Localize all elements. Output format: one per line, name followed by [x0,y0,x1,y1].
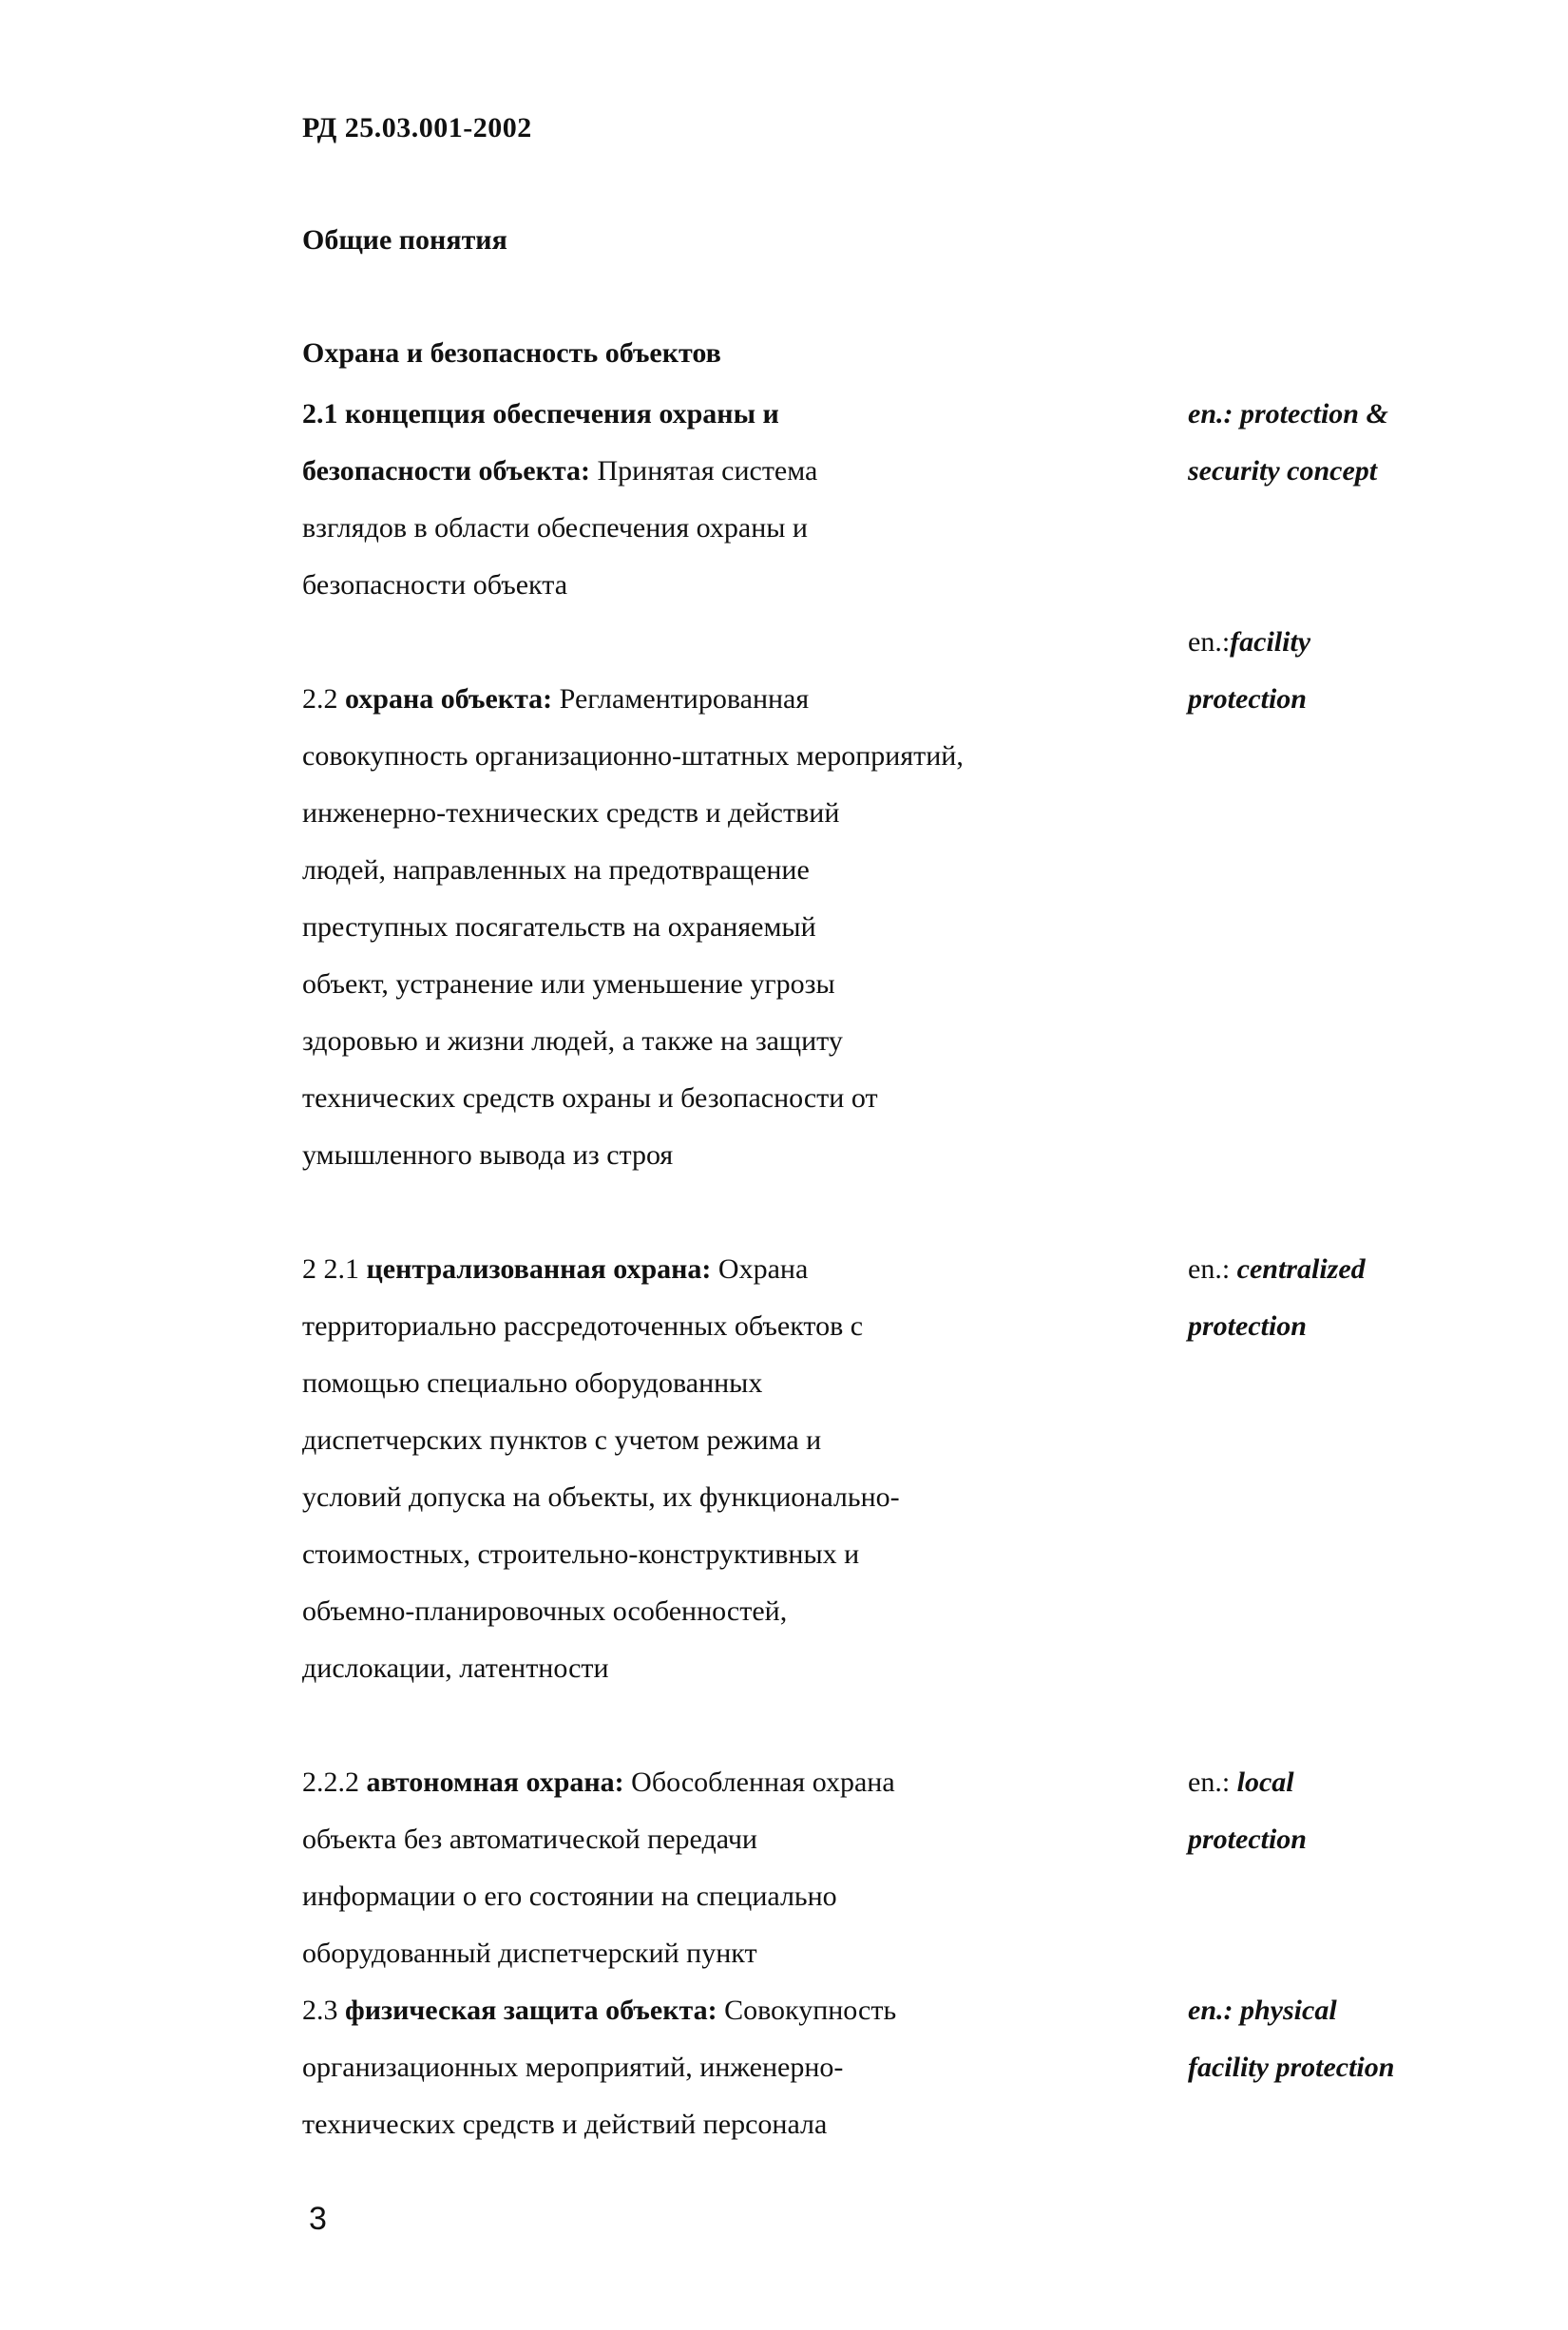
term-line: 2.2 охрана объекта: Регламентированная [302,683,810,715]
term-line: совокупность организационно-штатных мероприятий, [302,740,964,772]
en-translation-2-3: en.: physical facility protection [1188,1995,1395,2083]
term-line: инженерно-технических средств и действий [302,797,840,829]
term-line: преступных посягательств на охраняемый [302,911,816,943]
term-line: людей, направленных на предотвращение [302,854,810,886]
term-line: стоимостных, строительно-конструктивных и [302,1538,860,1570]
term-number: 2.2.2 [302,1767,359,1798]
term-name: физическая защита объекта: [345,1995,717,2026]
term-line: умышленного вывода из строя [302,1139,674,1171]
en-translation-2-2: en.:facility protection [1188,626,1311,715]
term-line: территориально рассредоточенных объектов с [302,1310,864,1342]
term-line: 2 2.1 централизованная охрана: Охрана [302,1253,809,1285]
term-name: безопасности объекта: [302,455,590,487]
term-line: дислокации, латентности [302,1652,609,1684]
term-2-1 [302,386,1081,614]
term-line: безопасности объекта [302,569,568,601]
term-name: централизованная охрана: [366,1253,712,1285]
term-2-2-1 [302,1241,1081,1697]
term-name: автономная охрана: [366,1767,624,1798]
term-line: безопасности объекта: Принятая система [302,455,818,487]
term-line: объект, устранение или уменьшение угрозы [302,968,835,1000]
term-number: 2.1 [302,398,338,430]
document-code: РД 25.03.001-2002 [302,112,532,143]
term-name: охрана объекта: [345,683,553,715]
term-line: технических средств и действий персонала [302,2109,828,2140]
term-line: условий допуска на объекты, их функционально- [302,1481,900,1513]
term-2-2 [302,671,1081,1184]
term-line: информации о его состоянии на специально [302,1881,837,1912]
term-2-2-2 [302,1754,1081,1982]
term-name: концепция обеспечения охраны и [345,398,779,430]
en-translation-2-2-1: en.: centralized protection [1188,1253,1366,1342]
term-line: диспетчерских пунктов с учетом режима и [302,1424,822,1456]
term-2-3 [302,1982,1081,2153]
page-number: 3 [309,2201,327,2237]
en-translation-2-2-2: en.: local protection [1188,1767,1307,1855]
term-line [302,386,1081,443]
section-title-general: Общие понятия [302,224,507,256]
en-translation-2-1: en.: protection & security concept [1188,398,1388,487]
term-line: помощью специально оборудованных [302,1367,763,1399]
term-line: здоровью и жизни людей, а также на защиту [302,1025,843,1057]
term-line: 2.3 физическая защита объекта: Совокупность [302,1995,897,2026]
term-line: 2.2.2 автономная охрана: Обособленная охрана [302,1767,895,1798]
term-line: технических средств охраны и безопасности от [302,1082,878,1114]
term-line: объекта без автоматической передачи [302,1824,757,1855]
term-line: объемно-планировочных особенностей, [302,1595,788,1627]
term-number: 2.3 [302,1995,338,2026]
term-number: 2 2.1 [302,1253,359,1285]
term-line: организационных мероприятий, инженерно- [302,2052,844,2083]
term-line: взглядов в области обеспечения охраны и [302,512,808,544]
section-title-protection: Охрана и безопасность объектов [302,337,721,369]
term-line: оборудованный диспетчерский пункт [302,1938,757,1969]
term-number: 2.2 [302,683,338,715]
